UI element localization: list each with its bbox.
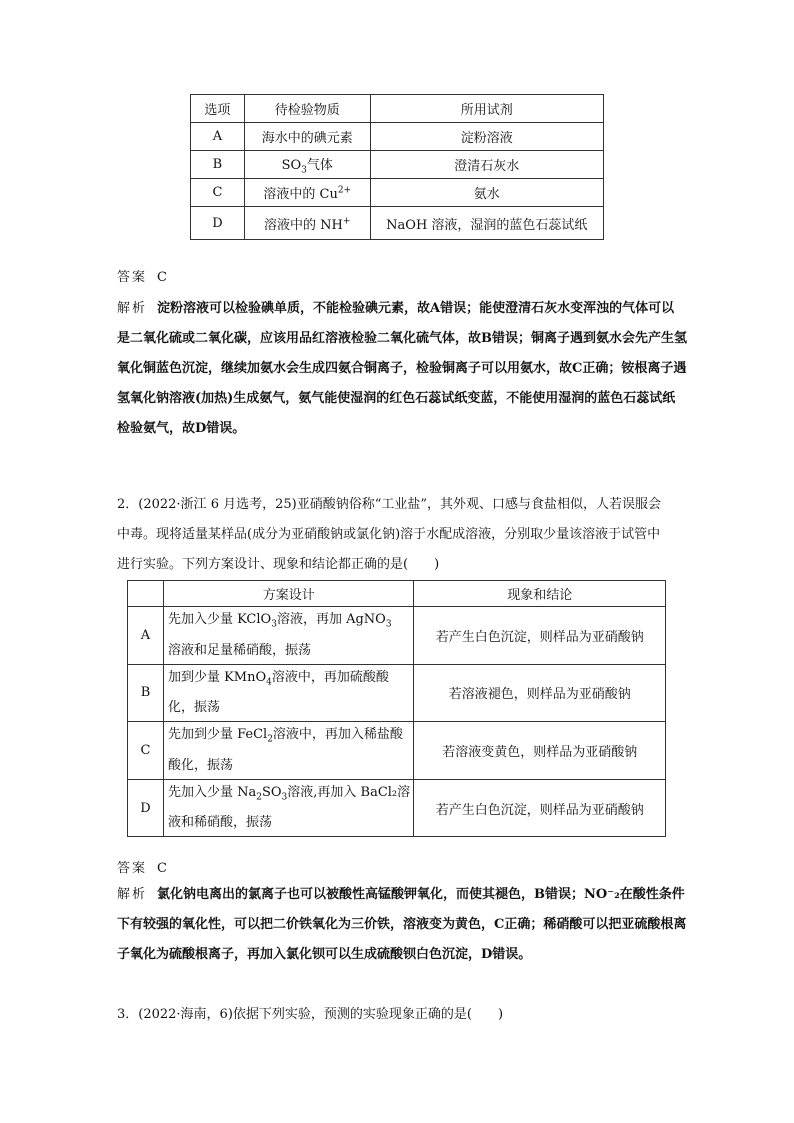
substance-cell: 溶液中的 NH+ bbox=[244, 207, 370, 240]
design-cell: 先加入少量 $Na_2SO_3$溶液,再加入 BaCl₂溶液和稀硝酸，振荡 bbox=[163, 779, 414, 837]
analysis-text: 淀粉溶液可以检验碘单质，不能检验碘元素，故A错误；能使澄清石灰水变浑浊的气体可以是二氧化硫或二氧化碳，应该用品红溶液检验二氧化硫气体，故B错误；铜离子遇到氨水会先产生氢氧化铜蓝色沉淀，继续加氨水会生成四氨合铜离子，检验铜离子可以用氨水，故C正确；铵根离子遇氢氧化钠溶液(加热)生成氨气，氨气能使湿润的红色石蕊试纸变蓝，不能使用湿润的蓝色石蕊试纸检验氨气，故D错误。 bbox=[117, 301, 687, 436]
header-empty bbox=[128, 581, 164, 607]
result-cell: 若产生白色沉淀，则样品为亚硝酸钠 bbox=[414, 779, 666, 837]
table-row bbox=[128, 779, 666, 837]
answer-value: C bbox=[157, 270, 167, 285]
table-row bbox=[191, 151, 604, 179]
table-row bbox=[128, 607, 666, 665]
header-substance: 待检验物质 bbox=[244, 95, 370, 123]
table-header-row bbox=[191, 95, 604, 123]
option-cell: A bbox=[191, 123, 245, 151]
analysis-paragraph bbox=[117, 880, 687, 970]
answer-value: C bbox=[157, 861, 167, 876]
header-design: 方案设计 bbox=[163, 581, 414, 607]
reagent-table bbox=[190, 94, 604, 240]
result-cell: 若溶液变黄色，则样品为亚硝酸钠 bbox=[414, 722, 666, 780]
experiment-table bbox=[127, 580, 666, 837]
table-header-row bbox=[128, 581, 666, 607]
analysis-label: 解析 bbox=[117, 301, 148, 316]
reagent-cell: 淀粉溶液 bbox=[370, 123, 603, 151]
header-option: 选项 bbox=[191, 95, 245, 123]
answer-label: 答案 bbox=[117, 861, 148, 876]
reagent-cell: NaOH 溶液，湿润的蓝色石蕊试纸 bbox=[370, 207, 603, 240]
analysis-paragraph bbox=[117, 294, 687, 444]
header-result: 现象和结论 bbox=[414, 581, 666, 607]
question-2: 2．(2022·浙江 6 月选考，25)亚硝酸钠俗称“工业盐”，其外观、口感与食盐相似，人若误服会中毒。现将适量某样品(成分为亚硝酸钠或氯化钠)溶于水配成溶液，分别取少量该溶液于试管中进行实验。下列方案设计、现象和结论都正确的是( ) bbox=[117, 497, 662, 572]
design-cell: 先加到少量 FeCl$_2$溶液中，再加入稀盐酸酸化，振荡 bbox=[163, 722, 414, 780]
answer-line bbox=[117, 857, 167, 876]
table-row bbox=[191, 207, 604, 240]
analysis-text: 氯化钠电离出的氯离子也可以被酸性高锰酸钾氧化，而使其褪色，B错误；NO⁻₂在酸性条件下有较强的氧化性，可以把二价铁氧化为三价铁，溶液变为黄色，C正确；稀硝酸可以把亚硫酸根离子氧化为硫酸根离子，再加入氯化钡可以生成硫酸钡白色沉淀，D错误。 bbox=[117, 887, 687, 962]
design-cell: 先加入少量 KClO$_3$溶液，再加 AgNO$_3$ 溶液和足量稀硝酸，振荡 bbox=[163, 607, 414, 665]
answer-label: 答案 bbox=[117, 270, 148, 285]
option-cell: B bbox=[191, 151, 245, 179]
question-3: 3．(2022·海南，6)依据下列实验，预测的实验现象正确的是( ) bbox=[117, 1007, 504, 1022]
option-cell: A bbox=[128, 607, 164, 665]
result-cell: 若产生白色沉淀，则样品为亚硝酸钠 bbox=[414, 607, 666, 665]
table-row bbox=[128, 722, 666, 780]
reagent-cell: 澄清石灰水 bbox=[370, 151, 603, 179]
table-row bbox=[191, 179, 604, 207]
reagent-cell: 氨水 bbox=[370, 179, 603, 207]
header-reagent: 所用试剂 bbox=[370, 95, 603, 123]
result-cell: 若溶液褪色，则样品为亚硝酸钠 bbox=[414, 664, 666, 722]
table-row bbox=[128, 664, 666, 722]
option-cell: C bbox=[191, 179, 245, 207]
design-cell: 加到少量 KMnO$_4$溶液中，再加硫酸酸化，振荡 bbox=[163, 664, 414, 722]
substance-cell: 海水中的碘元素 bbox=[244, 123, 370, 151]
option-cell: B bbox=[128, 664, 164, 722]
option-cell: D bbox=[128, 779, 164, 837]
table-row bbox=[191, 123, 604, 151]
option-cell: C bbox=[128, 722, 164, 780]
answer-line bbox=[117, 266, 167, 285]
analysis-label: 解析 bbox=[117, 887, 148, 902]
substance-cell: $SO_3$气体 bbox=[244, 151, 370, 179]
option-cell: D bbox=[191, 207, 245, 240]
substance-cell: 溶液中的 $Cu^{2+}$ bbox=[244, 179, 370, 207]
